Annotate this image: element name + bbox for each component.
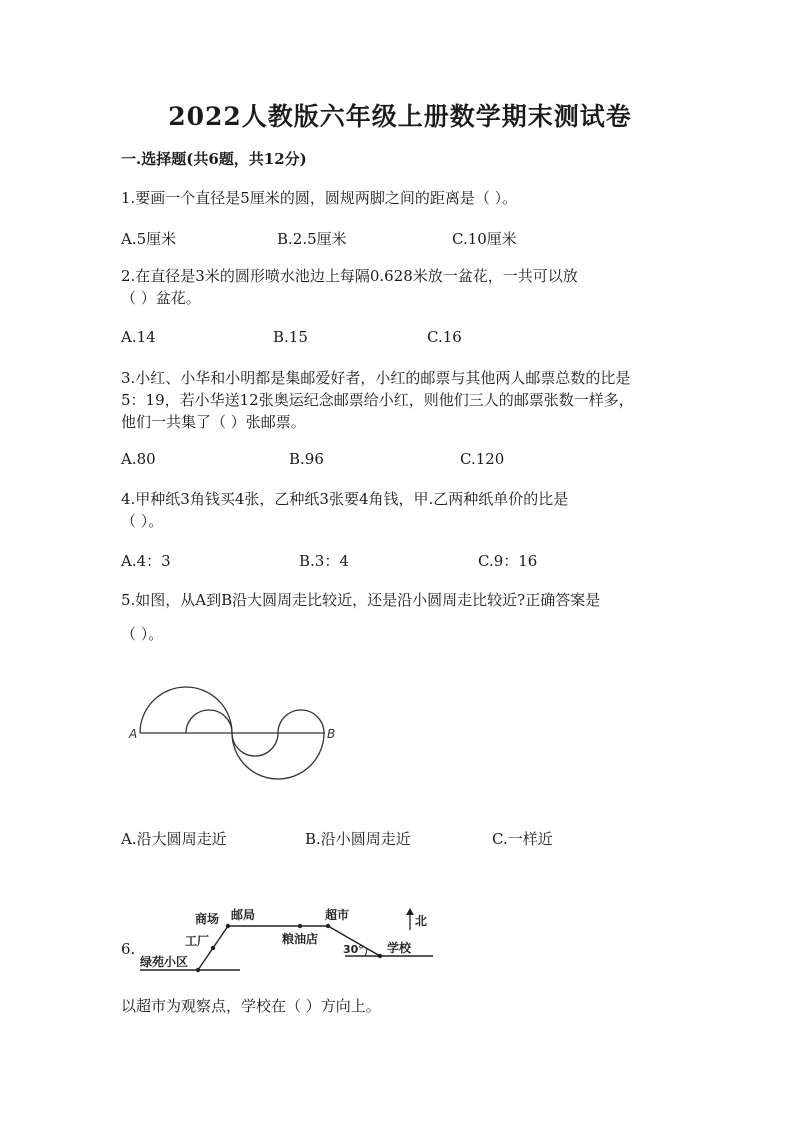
mall-point	[226, 924, 230, 928]
north-arrow-head	[406, 908, 414, 915]
grain-store-label: 粮油店	[282, 932, 319, 946]
question-1-option-c: C.10厘米	[452, 230, 517, 248]
factory-label: 工厂	[185, 934, 210, 948]
section-heading: 一.选择题(共6题，共12分)	[121, 150, 307, 168]
question-6-number: 6.	[121, 940, 136, 958]
question-4-line-2: （ ）。	[121, 512, 164, 530]
post-office-label: 邮局	[231, 908, 256, 922]
question-5-line-1: 5.如图，从A到B沿大圆周走比较近，还是沿小圆周走比较近?正确答案是	[121, 591, 601, 609]
small-arc-3	[278, 710, 324, 733]
question-2-line-1: 2.在直径是3米的圆形喷水池边上每隔0.628米放一盆花，一共可以放	[121, 267, 578, 285]
point-b-label: B	[327, 727, 336, 741]
small-arc-1	[186, 710, 232, 733]
school-point	[378, 954, 382, 958]
supermarket-point	[326, 924, 330, 928]
mall-label: 商场	[195, 912, 220, 926]
question-3-option-c: C.120	[460, 450, 505, 468]
question-2-option-c: C.16	[427, 328, 462, 346]
question-3-line-1: 3.小红、小华和小明都是集邮爱好者，小红的邮票与其他两人邮票总数的比是	[121, 369, 631, 387]
question-6-text: 以超市为观察点，学校在（ ）方向上。	[121, 997, 381, 1015]
question-4-option-b: B.3：4	[299, 552, 349, 570]
point-a-label: A	[129, 727, 138, 741]
north-label: 北	[415, 914, 428, 928]
small-arc-2	[232, 733, 278, 756]
circles-figure	[120, 675, 350, 790]
question-4-line-1: 4.甲种纸3角钱买4张，乙种纸3张要4角钱，甲.乙两种纸单价的比是	[121, 490, 569, 508]
school-label: 学校	[387, 941, 412, 955]
question-1-text: 1.要画一个直径是5厘米的圆，圆规两脚之间的距离是（ ）。	[121, 189, 518, 207]
question-4-option-c: C.9：16	[478, 552, 538, 570]
question-5-option-b: B.沿小圆周走近	[305, 830, 411, 848]
question-5-option-c: C.一样近	[492, 830, 553, 848]
grain-store-point	[298, 924, 302, 928]
question-3-option-b: B.96	[289, 450, 324, 468]
question-2-option-b: B.15	[273, 328, 308, 346]
question-2-line-2: （ ）盆花。	[121, 289, 201, 307]
factory-point	[211, 946, 215, 950]
question-4-option-a: A.4：3	[121, 552, 171, 570]
route-map	[135, 900, 440, 980]
question-5-line-2: （ ）。	[121, 625, 164, 643]
question-2-option-a: A.14	[121, 328, 156, 346]
question-3-line-2: 5：19，若小华送12张奥运纪念邮票给小红，则他们三人的邮票张数一样多，	[121, 391, 634, 409]
supermarket-label: 超市	[325, 908, 350, 922]
angle-arc	[365, 948, 367, 956]
angle-label: 30°	[343, 943, 364, 956]
question-1-option-a: A.5厘米	[121, 230, 177, 248]
question-3-option-a: A.80	[121, 450, 156, 468]
question-1-option-b: B.2.5厘米	[277, 230, 347, 248]
residential-point	[196, 968, 200, 972]
large-arc-bottom	[232, 733, 324, 779]
large-arc-top	[140, 687, 232, 733]
question-5-option-a: A.沿大圆周走近	[121, 830, 227, 848]
page-title: 2022人教版六年级上册数学期末测试卷	[168, 102, 632, 131]
residential-label: 绿苑小区	[140, 955, 189, 969]
question-3-line-3: 他们一共集了（ ）张邮票。	[121, 413, 306, 431]
